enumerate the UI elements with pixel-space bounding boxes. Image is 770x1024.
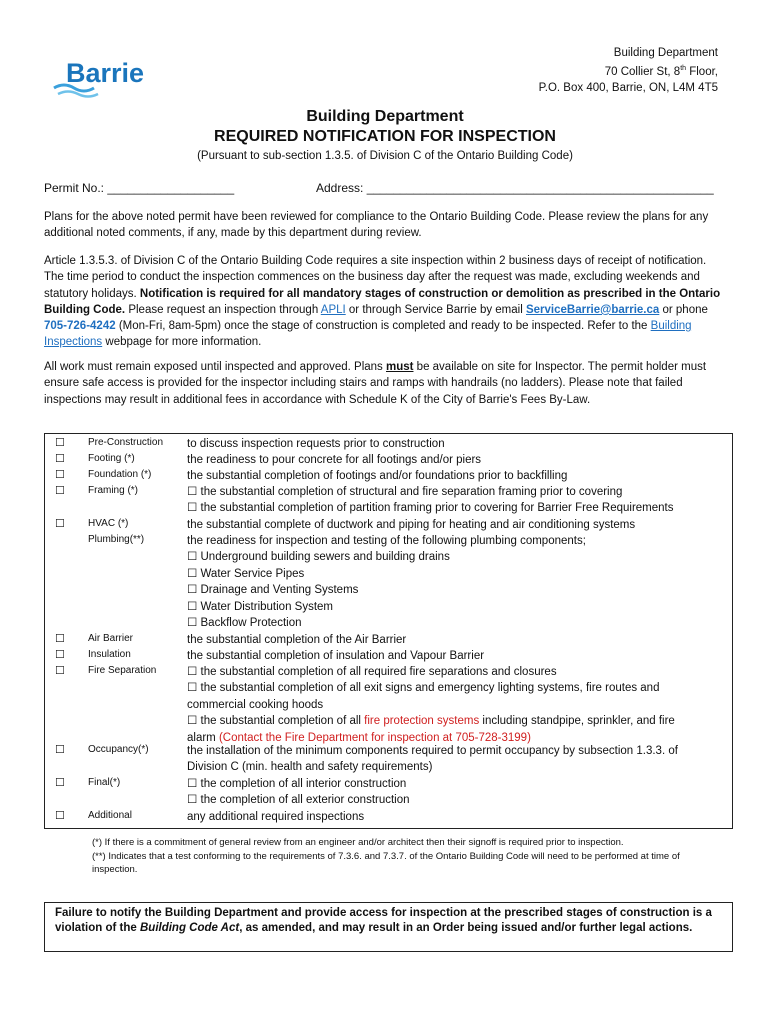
fire-contact-line: alarm (Contact the Fire Department for inspection at 705-728-3199) <box>187 731 531 744</box>
inspection-stage-name: Air Barrier <box>88 633 134 644</box>
inspection-description <box>187 632 727 648</box>
inspection-stage-name: Foundation (*) <box>88 469 152 480</box>
inspection-description <box>187 809 727 825</box>
description-line: ☐ the substantial completion of structural and fire separation framing prior to covering <box>187 486 623 498</box>
inspection-description <box>187 468 727 484</box>
description-line: ☐ Underground building sewers and building drains <box>187 551 450 564</box>
description-line: ☐ the substantial completion of all required fire separations and closures <box>187 666 557 678</box>
email-link[interactable]: ServiceBarrie@barrie.ca <box>525 303 660 316</box>
description-line: Division C (min. health and safety requirements) <box>187 761 433 774</box>
footnotes <box>92 836 692 877</box>
inspection-description <box>187 452 727 468</box>
description-line: the readiness for inspection and testing of the following plumbing components; <box>187 535 586 547</box>
inspection-checkbox[interactable]: ☐ <box>55 665 65 677</box>
inspection-stage-name: Framing (*) <box>88 485 139 496</box>
description-line: the readiness to pour concrete for all footings and/or piers <box>187 454 482 466</box>
address-line-2: 70 Collier St, 8th Floor, <box>604 65 718 78</box>
description-line: to discuss inspection requests prior to construction <box>187 438 445 450</box>
description-line: ☐ the completion of all interior construction <box>187 778 407 790</box>
inspection-stage-name: HVAC (*) <box>88 518 129 529</box>
description-line: the substantial completion of footings and/or foundations prior to backfilling <box>187 470 568 482</box>
inspection-description <box>187 743 727 776</box>
phone-number: 705-726-4242 <box>44 320 116 333</box>
inspection-stage-name: Insulation <box>88 649 131 660</box>
page-title: Building Department <box>306 108 464 125</box>
article-paragraph: Article 1.3.5.3. of Division C of the Ontario Building Code requires a site inspection within 2 business days of receipt of notification. The time period to conduct the inspection commences on the business day after the request was made, excluding weekends and statutory holidays. Notification is required for all mandatory stages of construction or demolition as prescribed in the Ontario Building Code. Please request an inspection through APLI or through Service Barrie by email ServiceBarrie@barrie.ca or phone 705-726-4242 (Mon-Fri, 8am-5pm) once the stage of construction is completed and ready to be inspected. Refer to the Building Inspections webpage for more information. <box>44 255 721 349</box>
description-line: the installation of the minimum components required to permit occupancy by subsection 1.3.3. of <box>187 745 678 757</box>
inspection-description <box>187 484 727 517</box>
address-field[interactable]: Address: ____________________________________________________ <box>316 181 714 195</box>
description-line: the substantial completion of the Air Barrier <box>187 634 407 646</box>
inspection-checkbox[interactable]: ☐ <box>55 518 65 530</box>
exposure-paragraph: All work must remain exposed until inspected and approved. Plans must be available on site for Inspector. The permit holder must ensure safe access is provided for the inspector including stairs and ramps with handrails (no ladders). Please note that failed inspections may result in additional fees in accordance with Schedule K of the City of Barrie's Fees By-Law. <box>44 361 707 406</box>
inspection-stage-name: Footing (*) <box>88 453 135 464</box>
inspection-stage-name: Pre-Construction <box>88 437 164 448</box>
address-line-1: Building Department <box>613 47 718 59</box>
description-line: commercial cooking hoods <box>187 698 324 711</box>
description-line: the substantial completion of insulation and Vapour Barrier <box>187 650 485 662</box>
inspection-description <box>187 664 727 746</box>
inspection-stage-name: Additional <box>88 810 132 821</box>
warning-box: Failure to notify the Building Department and provide access for inspection at the prescribed stages of construction is a violation of the Building Code Act, as amended, and may result in an Order being issued and/or further legal actions. <box>44 902 733 952</box>
apli-link[interactable]: APLI <box>320 303 346 316</box>
inspection-checkbox[interactable]: ☐ <box>55 777 65 789</box>
inspection-description <box>187 533 727 631</box>
footnote-2: (**) Indicates that a test conforming to the requirements of 7.3.6. and 7.3.7. of the Ontario Building Code will need to be performed at time of inspection. <box>92 850 680 875</box>
inspection-description <box>187 436 727 452</box>
inspection-stage-name: Occupancy(*) <box>88 744 149 755</box>
inspection-checkbox[interactable]: ☐ <box>55 810 65 822</box>
address-line-3: P.O. Box 400, Barrie, ON, L4M 4T5 <box>538 81 718 94</box>
building-inspections-link[interactable]: Building Inspections <box>44 320 692 349</box>
inspection-checkbox[interactable]: ☐ <box>55 633 65 645</box>
inspection-checkbox[interactable]: ☐ <box>55 437 65 449</box>
inspection-stage-name: Final(*) <box>88 777 121 788</box>
description-line: ☐ the substantial completion of partition framing prior to covering for Barrier Free Requirements <box>187 502 674 515</box>
description-line: any additional required inspections <box>187 811 365 823</box>
inspection-description <box>187 776 727 809</box>
permit-number-field[interactable]: Permit No.: ___________________ <box>44 181 235 195</box>
form-subtitle: (Pursuant to sub-section 1.3.5. of Division C of the Ontario Building Code) <box>197 150 573 162</box>
department-address <box>539 45 718 96</box>
logo-text: Barrie <box>66 58 145 88</box>
inspection-checkbox[interactable]: ☐ <box>55 453 65 465</box>
inspection-stage-name: Plumbing(**) <box>88 534 145 545</box>
inspection-description <box>187 648 727 664</box>
inspection-checkbox[interactable]: ☐ <box>55 649 65 661</box>
inspection-checkbox[interactable]: ☐ <box>55 469 65 481</box>
footnote-1: (*) If there is a commitment of general review from an engineer and/or architect then their signoff is required prior to inspection. <box>92 837 624 848</box>
review-paragraph: Plans for the above noted permit have been reviewed for compliance to the Ontario Building Code. Please review the plans for any additional noted comments, if any, made by this department during review. <box>44 211 709 240</box>
form-title: REQUIRED NOTIFICATION FOR INSPECTION <box>214 128 556 145</box>
description-line: ☐ Backflow Protection <box>187 617 302 630</box>
description-line: ☐ the completion of all exterior construction <box>187 794 410 807</box>
description-line: the substantial complete of ductwork and piping for heating and air conditioning systems <box>187 519 636 531</box>
barrie-logo <box>52 54 162 100</box>
description-line: ☐ the substantial completion of all exit signs and emergency lighting systems, fire routes and <box>187 682 660 695</box>
inspection-stage-name: Fire Separation <box>88 665 157 676</box>
inspection-description <box>187 517 727 533</box>
description-line: ☐ Water Distribution System <box>187 600 334 613</box>
inspection-checkbox[interactable]: ☐ <box>55 744 65 756</box>
description-line: ☐ Drainage and Venting Systems <box>187 584 359 597</box>
inspection-checkbox[interactable]: ☐ <box>55 485 65 497</box>
description-line: ☐ Water Service Pipes <box>187 567 305 580</box>
fire-protection-line: ☐ the substantial completion of all fire protection systems including standpipe, sprinkler, and fire <box>187 715 675 728</box>
